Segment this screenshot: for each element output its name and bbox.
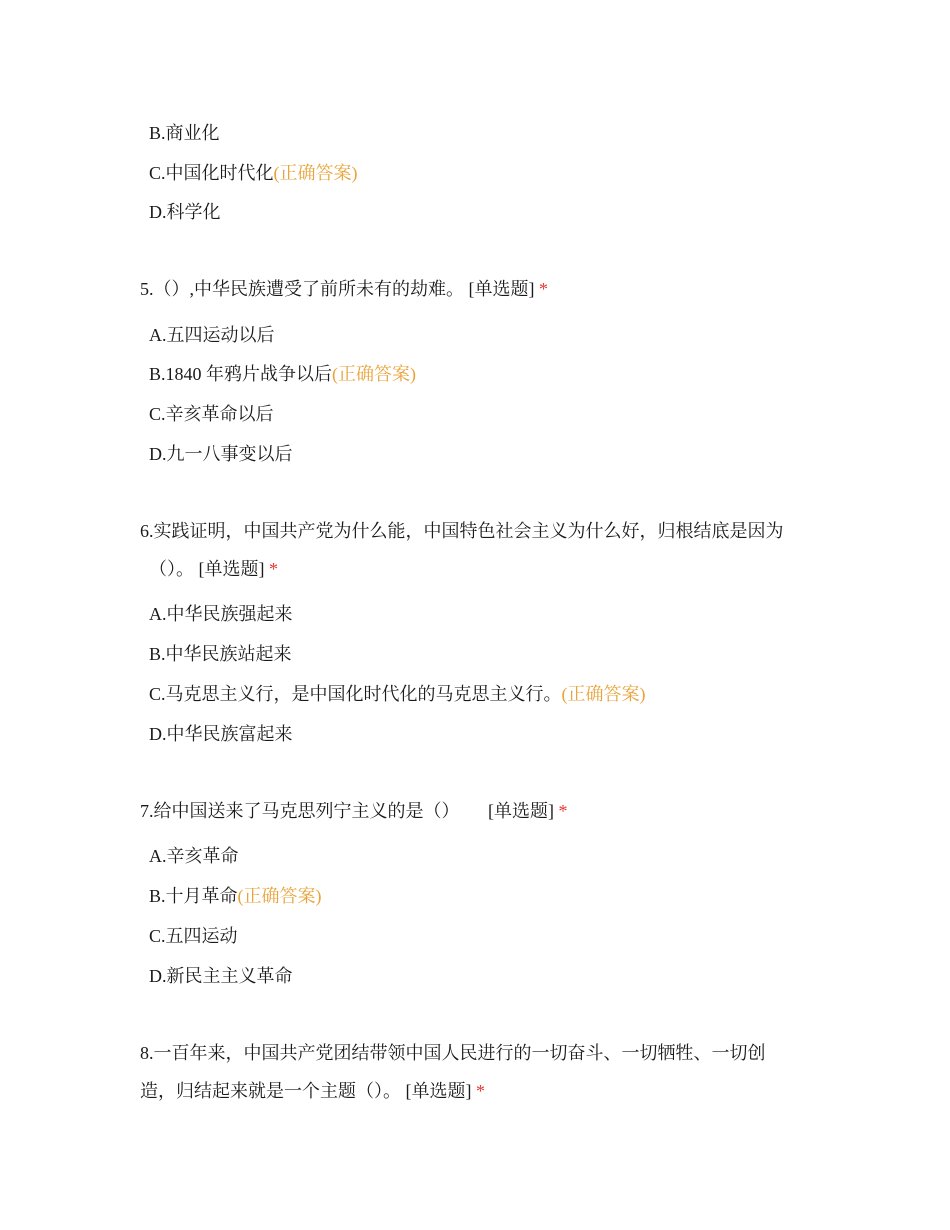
q8-stem-line2 xyxy=(140,1080,485,1102)
q8-stem-line1 xyxy=(140,1042,766,1064)
question-type-tag: [单选题] xyxy=(198,559,265,579)
option-text: A.中华民族强起来 xyxy=(149,604,293,624)
required-mark: * xyxy=(476,1081,485,1101)
option-text: B.十月革命 xyxy=(149,886,238,906)
question-text: 造，归结起来就是一个主题（）。 xyxy=(140,1081,401,1101)
q6-option-d xyxy=(149,723,293,745)
q6-option-a xyxy=(149,603,293,625)
question-type-tag: [单选题] xyxy=(405,1081,472,1101)
required-mark: * xyxy=(539,279,548,299)
option-text: C.马克思主义行，是中国化时代化的马克思主义行。 xyxy=(149,684,562,704)
option-text: A.五四运动以后 xyxy=(149,325,275,345)
q4-option-b xyxy=(149,122,220,144)
option-text: B.1840 年鸦片战争以后 xyxy=(149,364,333,384)
question-type-tag: [单选题] xyxy=(468,279,535,299)
question-text: 6.实践证明，中国共产党为什么能，中国特色社会主义为什么好，归根结底是因为 xyxy=(140,521,784,541)
option-text: D.九一八事变以后 xyxy=(149,444,293,464)
required-mark: * xyxy=(558,801,568,821)
q5-stem xyxy=(140,278,548,300)
q5-option-c xyxy=(149,403,274,425)
option-text: C.五四运动 xyxy=(149,926,238,946)
q7-option-d xyxy=(149,965,293,987)
q5-option-d xyxy=(149,443,293,465)
option-text: B.商业化 xyxy=(149,123,220,143)
q6-option-c xyxy=(149,683,646,705)
q6-stem-line1 xyxy=(140,520,784,542)
option-text: D.新民主主义革命 xyxy=(149,966,293,986)
q5-option-a xyxy=(149,324,275,346)
question-text: 7.给中国送来了马克思列宁主义的是（） xyxy=(140,801,460,821)
option-text: C.中国化时代化 xyxy=(149,163,274,183)
q4-option-c xyxy=(149,162,358,184)
option-text: D.科学化 xyxy=(149,202,221,222)
q7-option-c xyxy=(149,925,238,947)
q4-option-d xyxy=(149,201,221,223)
question-type-tag: [单选题] xyxy=(488,801,554,821)
correct-answer-label: (正确答案) xyxy=(561,684,646,704)
option-text: C.辛亥革命以后 xyxy=(149,404,274,424)
correct-answer-label: (正确答案) xyxy=(332,364,417,384)
required-mark: * xyxy=(269,559,278,579)
option-text: D.中华民族富起来 xyxy=(149,724,293,744)
q7-option-b xyxy=(149,885,322,907)
option-text: A.辛亥革命 xyxy=(149,846,239,866)
correct-answer-label: (正确答案) xyxy=(237,886,322,906)
option-text: B.中华民族站起来 xyxy=(149,644,292,664)
q6-option-b xyxy=(149,643,292,665)
question-text: 8.一百年来，中国共产党团结带领中国人民进行的一切奋斗、一切牺牲、一切创 xyxy=(140,1043,766,1063)
question-text: 5.（）,中华民族遭受了前所未有的劫难。 xyxy=(140,279,464,299)
correct-answer-label: (正确答案) xyxy=(273,163,358,183)
question-text: （）。 xyxy=(149,559,194,579)
q7-option-a xyxy=(149,845,239,867)
q6-stem-line2 xyxy=(149,558,278,580)
q7-stem xyxy=(140,800,568,822)
q5-option-b xyxy=(149,363,416,385)
